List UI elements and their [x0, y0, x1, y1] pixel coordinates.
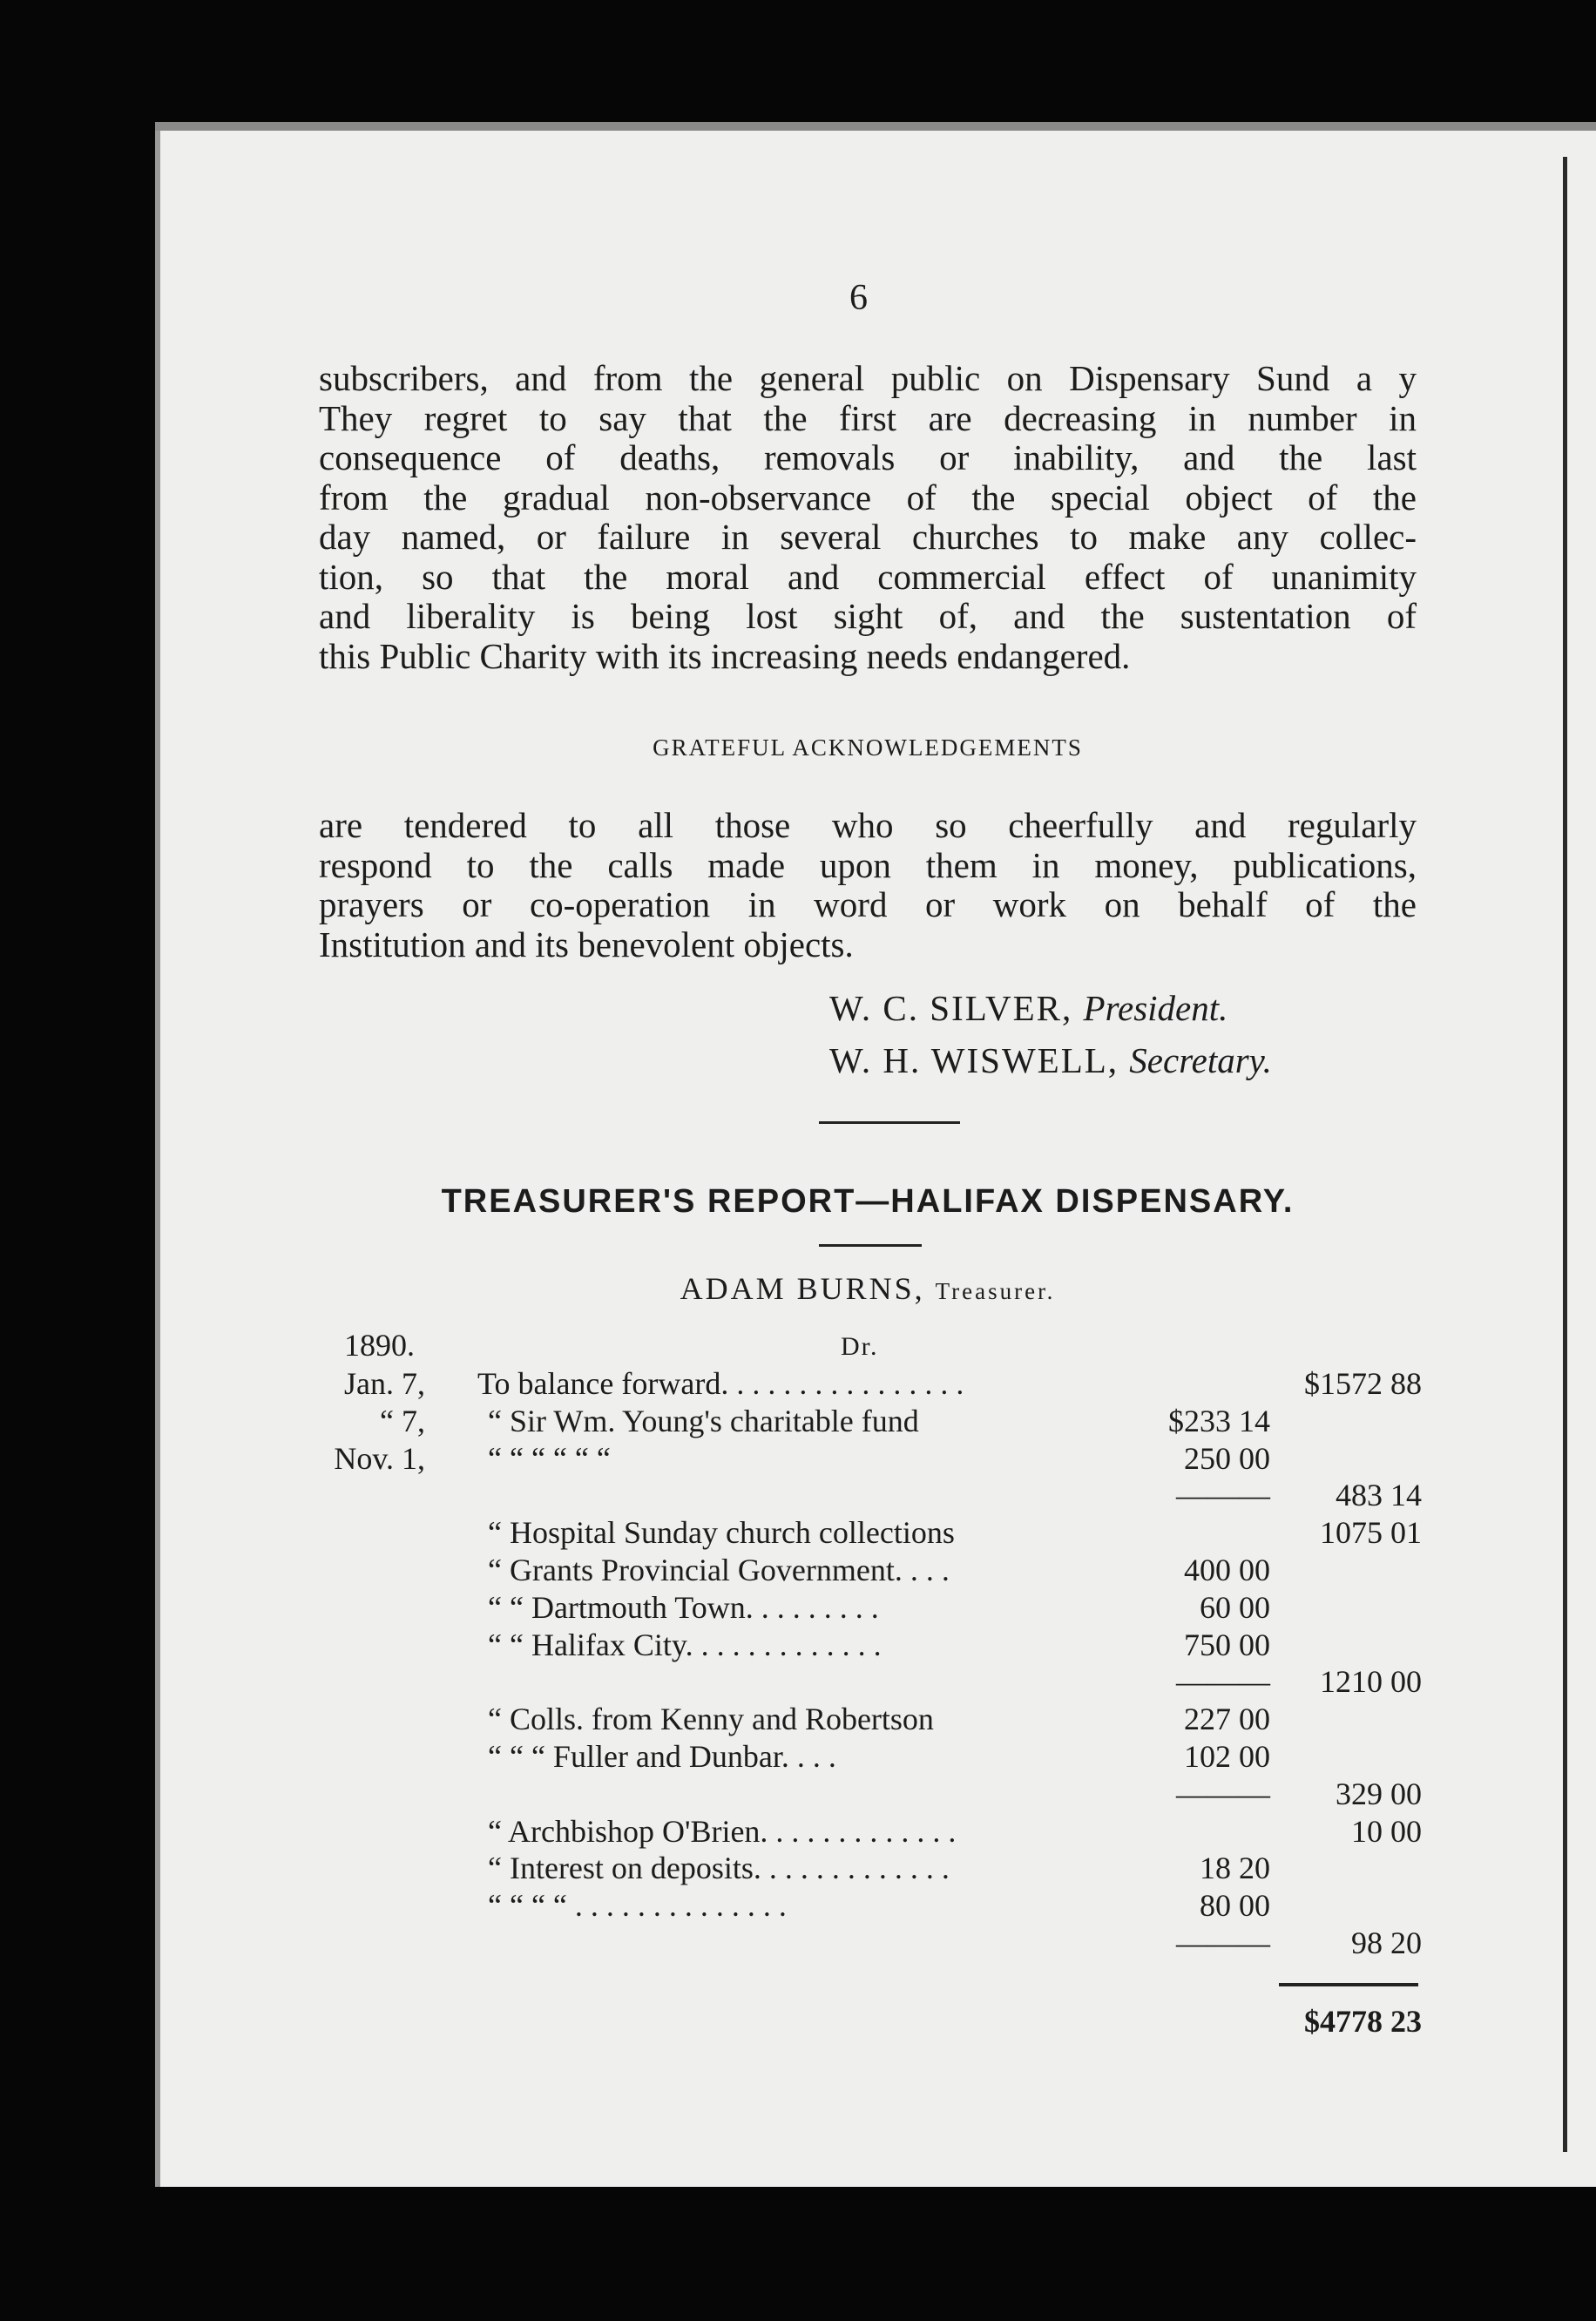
ledger-description: “ Archbishop O'Brien. . . . . . . . . . . . .	[488, 1813, 957, 1849]
text-line: tion, so that the moral and commercial effect of unanimity	[319, 556, 1417, 597]
ledger-description: “ “ “ Fuller and Dunbar. . . .	[488, 1739, 836, 1774]
ledger-row	[0, 1886, 1596, 1925]
ledger-total: 98 20	[1351, 1925, 1422, 1960]
signature-secretary	[829, 1039, 1272, 1081]
ledger-description: “ “ Halifax City. . . . . . . . . . . . .	[488, 1627, 882, 1662]
ledger-subamount: 18 20	[1200, 1851, 1270, 1886]
grand-total-rule	[1279, 1983, 1418, 1986]
ledger-subamount: ———	[1176, 1478, 1270, 1513]
ledger-subamount: 60 00	[1200, 1589, 1270, 1625]
text-line: are tendered to all those who so cheerfully and regularly	[319, 805, 1417, 845]
ledger-row	[0, 1402, 1596, 1440]
ledger-year: 1890.	[344, 1328, 415, 1363]
ledger-subamount: 102 00	[1184, 1739, 1270, 1774]
ledger-description: “ Hospital Sunday church collections	[488, 1515, 955, 1551]
ledger-side: Dr.	[841, 1332, 879, 1361]
text-line: from the gradual non-observance of the special object of the	[319, 477, 1417, 518]
ledger-row	[0, 1626, 1596, 1664]
ledger-row	[0, 1513, 1596, 1552]
acknowledgements-paragraph	[319, 806, 1417, 964]
signature-president	[829, 987, 1227, 1029]
text-line: and liberality is being lost sight of, and the sustentation of	[319, 596, 1417, 636]
ledger-row	[0, 1812, 1596, 1851]
ledger-subamount: $233 14	[1168, 1403, 1270, 1438]
ledger-subamount: 400 00	[1184, 1553, 1270, 1587]
text-line: day named, or failure in several churches to make any collec-	[319, 517, 1417, 557]
ledger-row	[0, 1439, 1596, 1478]
ledger-row	[0, 1476, 1596, 1514]
ledger-subamount: 80 00	[1200, 1888, 1270, 1924]
signature-name: W. H. WISWELL,	[829, 1040, 1119, 1080]
ledger-date: “ 7,	[380, 1403, 425, 1438]
text-line: subscribers, and from the general public on Dispensary Sund a y	[319, 358, 1417, 398]
text-line: consequence of deaths, removals or inability, and the last	[319, 437, 1417, 477]
ledger-row	[0, 1588, 1596, 1627]
report-title: TREASURER'S REPORT—HALIFAX DISPENSARY.	[441, 1183, 1295, 1220]
ledger-row	[0, 1775, 1596, 1813]
acknowledgements-heading: GRATEFUL ACKNOWLEDGEMENTS	[653, 734, 1083, 761]
ledger-date: Nov. 1,	[334, 1440, 425, 1476]
ledger-subamount: 750 00	[1184, 1627, 1270, 1662]
treasurer-name: ADAM BURNS,	[680, 1271, 925, 1306]
signature-title: President.	[1083, 988, 1228, 1028]
ledger-total: 1210 00	[1320, 1664, 1422, 1700]
ledger-description: To balance forward. . . . . . . . . . . . . . . .	[477, 1366, 964, 1401]
ledger-row	[0, 1662, 1596, 1701]
ledger-total: 1075 01	[1320, 1515, 1422, 1551]
treasurer-title: Treasurer.	[935, 1278, 1056, 1304]
ledger-date: Jan. 7,	[344, 1366, 425, 1401]
ledger-total: 483 14	[1336, 1478, 1422, 1513]
ledger-description: “ Interest on deposits. . . . . . . . . . . . .	[488, 1851, 950, 1886]
ledger-row	[0, 1700, 1596, 1738]
ledger-subamount: ———	[1176, 1925, 1270, 1960]
ledger-row	[0, 1737, 1596, 1776]
ledger-description: “ “ “ “ . . . . . . . . . . . . . .	[488, 1888, 787, 1924]
signature-title: Secretary.	[1129, 1040, 1272, 1080]
ledger-description: “ Colls. from Kenny and Robertson	[488, 1702, 934, 1737]
ledger-row	[0, 1364, 1596, 1403]
text-line: this Public Charity with its increasing needs endangered.	[319, 635, 1131, 676]
text-line: respond to the calls made upon them in money, publications,	[319, 844, 1417, 885]
ledger-row	[0, 1849, 1596, 1887]
ledger-subamount: ———	[1176, 1776, 1270, 1811]
section-divider	[819, 1121, 960, 1124]
ledger-subamount: 250 00	[1184, 1440, 1270, 1476]
intro-paragraph	[319, 359, 1417, 676]
text-line: prayers or co-operation in word or work on behalf of the	[319, 884, 1417, 924]
grand-total: $4778 23	[1304, 2004, 1422, 2039]
signature-name: W. C. SILVER,	[829, 988, 1073, 1028]
ledger-total: $1572 88	[1304, 1366, 1422, 1401]
treasurer-line	[319, 1270, 1417, 1307]
ledger-description: “ Grants Provincial Government. . . .	[488, 1553, 950, 1587]
ledger-total: 10 00	[1351, 1813, 1422, 1849]
ledger-row	[0, 1551, 1596, 1589]
ledger-description: “ “ “ “ “ “	[488, 1440, 611, 1476]
title-divider	[819, 1244, 922, 1247]
ledger-total: 329 00	[1336, 1776, 1422, 1811]
ledger-description: “ “ Dartmouth Town. . . . . . . . .	[488, 1589, 879, 1625]
ledger-subamount: 227 00	[1184, 1702, 1270, 1737]
page-number: 6	[849, 278, 868, 318]
ledger-row	[0, 1924, 1596, 1962]
ledger-description: “ Sir Wm. Young's charitable fund	[488, 1403, 919, 1438]
ledger-subamount: ———	[1176, 1664, 1270, 1700]
text-line: Institution and its benevolent objects.	[319, 924, 854, 964]
text-line: They regret to say that the first are decreasing in number in	[319, 397, 1417, 438]
